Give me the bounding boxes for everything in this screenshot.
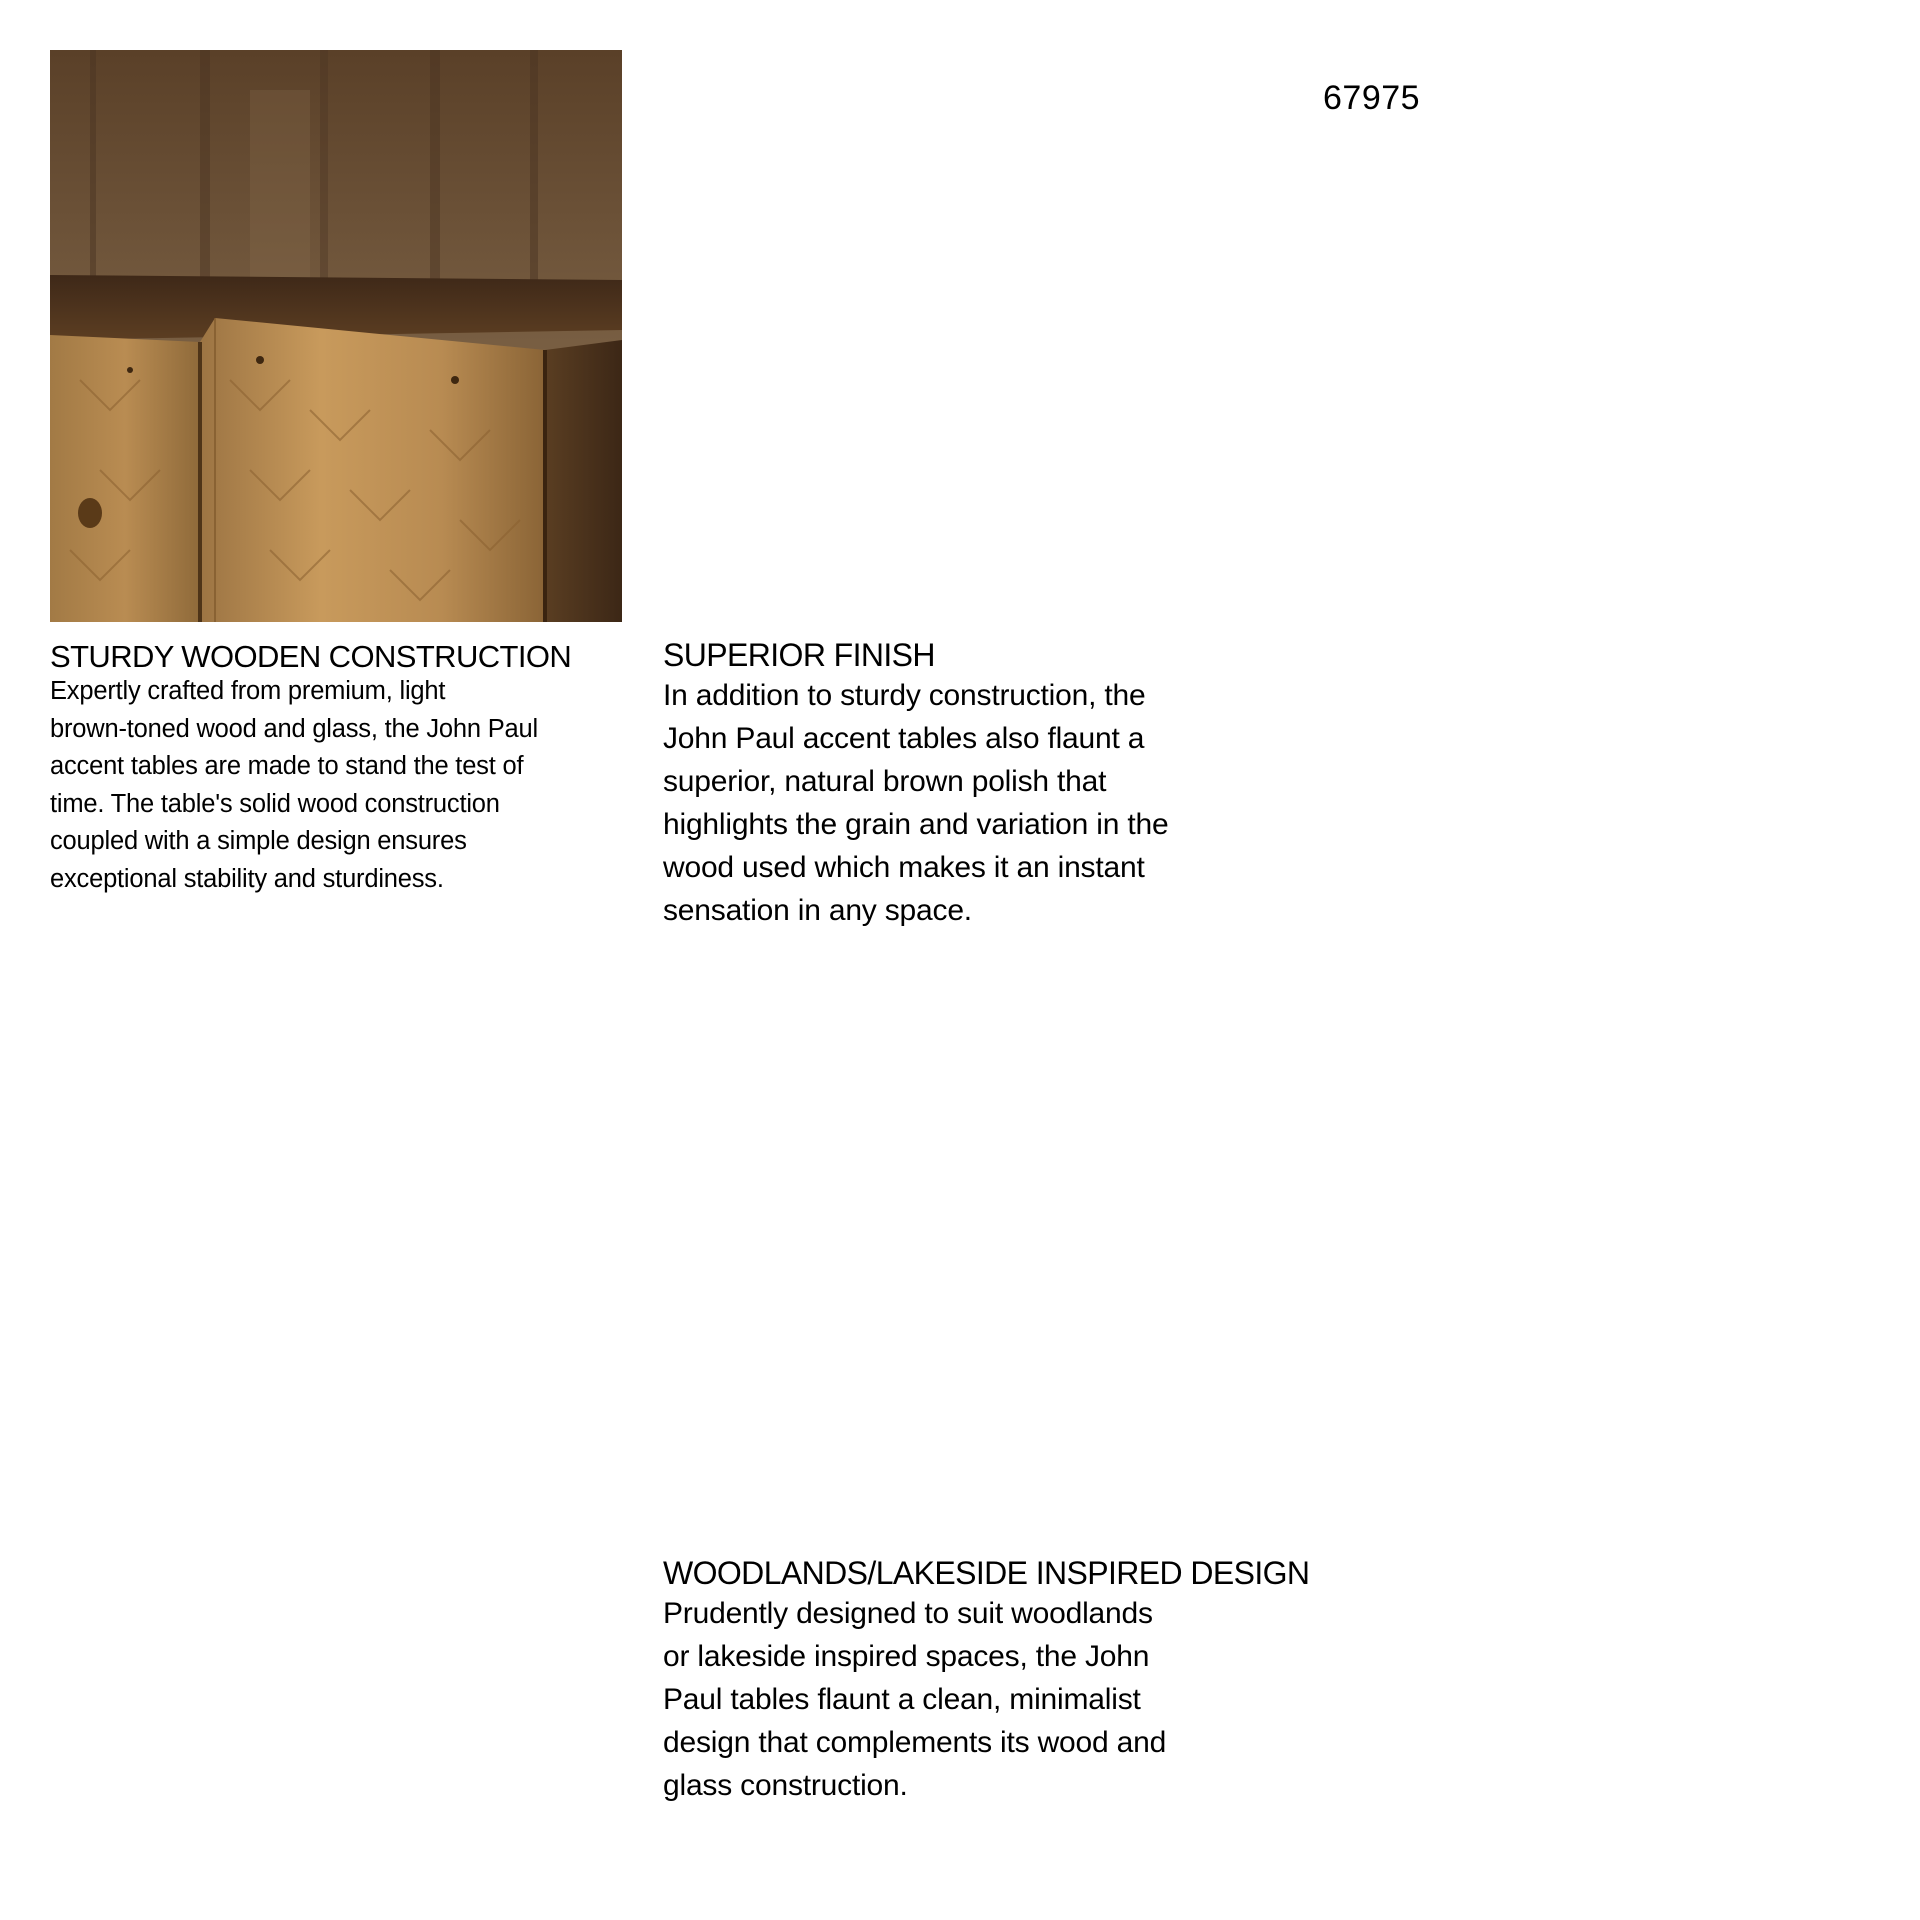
wood-texture-photo bbox=[50, 50, 622, 622]
section-heading-woodlands-design: WOODLANDS/LAKESIDE INSPIRED DESIGN bbox=[663, 1555, 1310, 1591]
section-body-woodlands-design: Prudently designed to suit woodlands or lakeside inspired spaces, the John Paul tables flaunt a clean, minimalist design that complements its wood and glass construction. bbox=[663, 1597, 1167, 1802]
section-heading-sturdy-construction: STURDY WOODEN CONSTRUCTION bbox=[50, 639, 572, 674]
section-body-sturdy-construction: Expertly crafted from premium, light brown-toned wood and glass, the John Paul accent tables are made to stand the test of time. The table's solid wood construction coupled with a simple design ensures exceptional stability and sturdiness. bbox=[50, 677, 538, 893]
product-code: 67975 bbox=[1323, 79, 1421, 117]
section-heading-superior-finish: SUPERIOR FINISH bbox=[663, 637, 935, 673]
section-body-superior-finish: In addition to sturdy construction, the John Paul accent tables also flaunt a superior, natural brown polish that highlights the grain and variation in the wood used which makes it an instant sensation in any space. bbox=[663, 679, 1169, 927]
